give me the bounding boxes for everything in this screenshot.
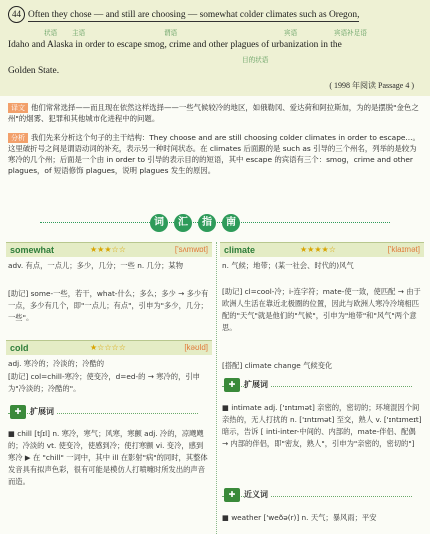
banner-char: 南 bbox=[222, 214, 240, 232]
extension-word-chill: ■ chill [tʃɪl] n. 寒冷，寒气；风寒，寒颤 adj. 冷的，凉飕飕的；冷淡的 vt. 使变冷，使感到冷；使打寒颤 vi. 变冷，感到寒冷 ▶ 在 "chill" 一词中，其中 ill 在影射"病"的同时，其整体发音具有拟声色彩，很有可能是模仿人打喷嚏时所发出的声音而造。 bbox=[8, 429, 208, 486]
synonym-icon: ✚ bbox=[224, 488, 240, 502]
grammar-label: 宾语 bbox=[284, 29, 298, 37]
rating-stars: ★☆☆☆☆ bbox=[90, 343, 126, 352]
grammar-label: 谓语 bbox=[164, 29, 178, 37]
banner-char: 指 bbox=[198, 214, 216, 232]
vocabulary-guide-banner bbox=[0, 212, 430, 234]
grammar-label: 目的状语 bbox=[242, 56, 269, 64]
extension-icon: ✚ bbox=[10, 405, 26, 419]
sentence-line-1: 44 Often they chose — and still are choosing — somewhat colder climates such as Oregon, bbox=[8, 6, 359, 23]
extension-word-intimate: ■ intimate adj. ['ɪntɪmət] 亲密的，密切的；环境混因个间亲热的，无人打扰的 n. ['ɪntɪmət] 至交，熟人 v. ['ɪntɪmeɪt] 暗示，告诉 [ inti-inter-中间的、内部的，mate-伴侣、配偶 → 内部的伴侣，即"密友，熟人"，引申为"亲密的，密切的"] bbox=[222, 403, 422, 448]
grammar-label: 宾语补足语 bbox=[334, 29, 367, 37]
sentence-line-2: Idaho and Alaska in order to escape smog, crime and other plagues of urbanization in the bbox=[8, 40, 342, 50]
synonym-header: ✚ 近义词 bbox=[222, 488, 422, 504]
banner-char: 词 bbox=[150, 214, 168, 232]
rating-stars: ★★★☆☆ bbox=[90, 245, 126, 254]
source-citation: ( 1998 年阅读 Passage 4 ) bbox=[329, 81, 414, 90]
sentence-number: 44 bbox=[8, 6, 25, 23]
collocation-climate: [搭配] climate change 气候变化 bbox=[222, 361, 333, 370]
analysis-paragraph: 分析 我们先来分析这个句子的主干结构：They choose and are still choosing colder climates in order to escape...。这里破折号之间是谓语动词的补充，表示另一种时间状态。在 climates 后面跟的是 such as 引导的三个州名，列举的是较为寒冷的几个州；后面是一个由 in order to 引导的表示目的的短语，其中 escape 的宾语有三个：smog，crime and other plagues，of 短语修饰 plagues，说明 plagues 发生的原因。 bbox=[8, 133, 420, 175]
translation-paragraph: 译文 他们常常选择——而且现在依然这样选择——一些气候较冷的地区，如俄勒冈、爱达荷和阿拉斯加，为的是摆脱"金色之州"的烟雾、犯罪和其他城市化进程中的问题。 bbox=[8, 103, 419, 123]
word-header-climate: climate ★★★★☆ ['klaɪmət] bbox=[220, 242, 424, 257]
rating-stars: ★★★★☆ bbox=[300, 245, 336, 254]
mnemonic-climate: [助记] cl=cool-冷；i-连字符；mate-使一致，使匹配 → 由于欧洲人生活在靠近北极圈的位置，因此与欧洲人寒冷冷境相匹配的"天气"就是他们的"气候"，引申为"地带"和"风气"两个意思。 bbox=[222, 287, 421, 332]
grammar-label: 状语 bbox=[44, 29, 58, 37]
column-divider bbox=[216, 242, 217, 534]
translation-tag: 译文 bbox=[8, 103, 28, 113]
definition-somewhat: adv. 有点，一点儿；多少，几分；一些 n. 几分；某物 bbox=[8, 261, 184, 270]
banner-char: 汇 bbox=[174, 214, 192, 232]
synonym-word-weather: ■ weather ['weðə(r)] n. 天气；暴风雨；平安 bbox=[222, 513, 377, 522]
grammar-label: 主语 bbox=[72, 29, 86, 37]
sentence-line-3: Golden State. bbox=[8, 66, 60, 76]
word-header-somewhat: somewhat ★★★☆☆ ['sʌmwɒt] bbox=[6, 242, 212, 257]
word-header-cold: cold ★☆☆☆☆ [kəʊld] bbox=[6, 340, 212, 355]
definition-cold: adj. 寒冷的；冷淡的；冷酷的 bbox=[8, 359, 105, 368]
extension-icon: ✚ bbox=[224, 378, 240, 392]
example-sentence-box bbox=[0, 0, 430, 96]
extension-header-left: ✚ 扩展词 bbox=[8, 405, 208, 421]
mnemonic-somewhat: [助记] some-一些，若干，what-什么；多么；多少 → 多少有一点，多少有几个，即"一点儿；有点"，引申为"多少，几分；一些"。 bbox=[8, 289, 209, 322]
definition-climate: n. 气候；地带；(某一社会、时代的)风气 bbox=[222, 261, 354, 270]
mnemonic-cold: [助记] col=chill-寒冷；使变冷，d=ed-的 → 寒冷的，引申为"冷淡的；冷酷的"。 bbox=[8, 372, 200, 393]
analysis-tag: 分析 bbox=[8, 133, 28, 143]
extension-header-right: ✚ 扩展词 bbox=[222, 378, 422, 394]
